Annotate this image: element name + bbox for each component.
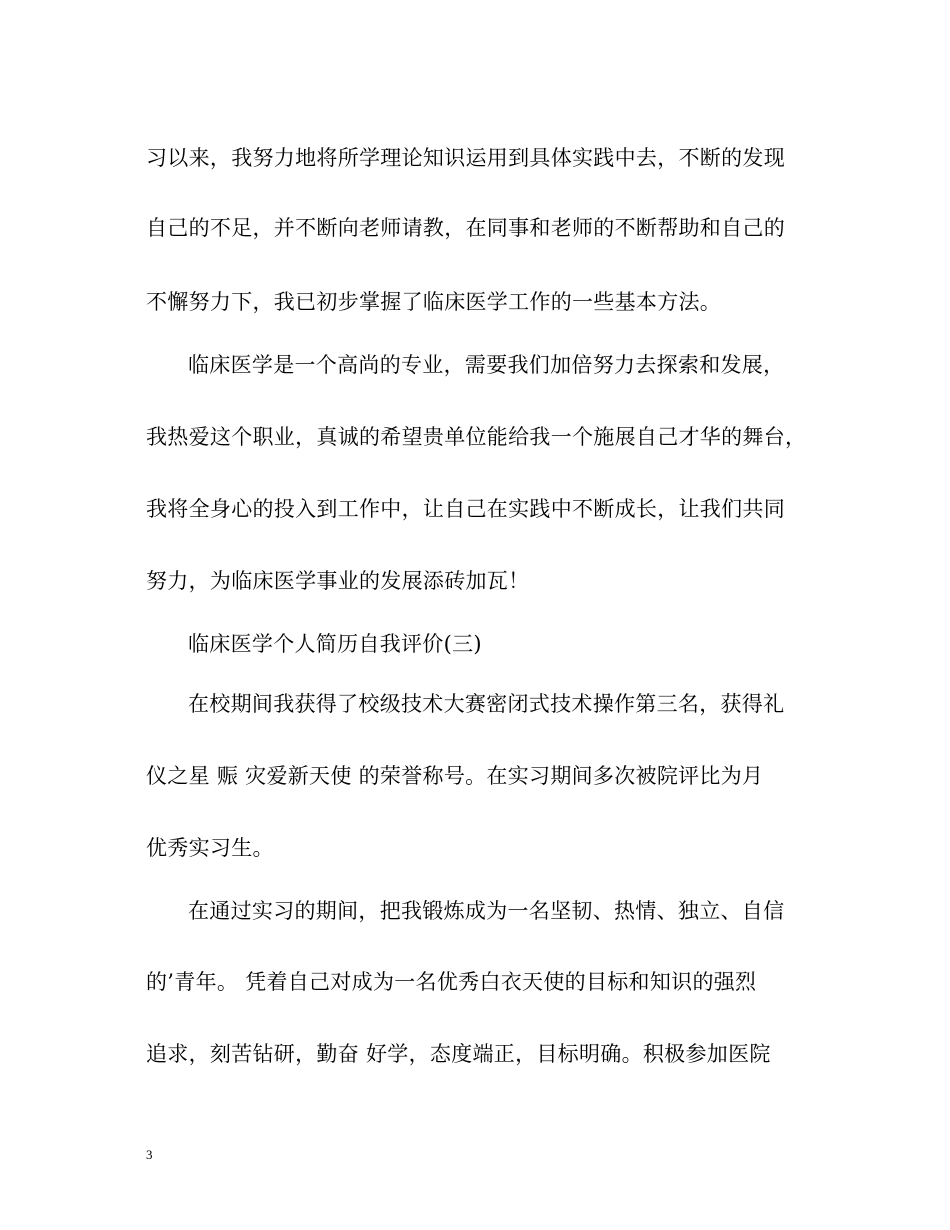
text-line: 不懈努力下，我已初步掌握了临床医学工作的一些基本方法。	[146, 290, 722, 314]
text-line: 在通过实习的期间，把我锻炼成为一名坚韧、热情、独立、自信	[188, 899, 785, 923]
section-heading: 临床医学个人简历自我评价(三)	[188, 632, 482, 656]
text-line: 自己的不足，并不断向老师请教，在同事和老师的不断帮助和自己的	[146, 216, 785, 240]
text-line: 临床医学是一个高尚的专业，需要我们加倍努力去探索和发展，	[188, 353, 785, 377]
page-number: 3	[146, 1147, 153, 1162]
text-line: 仪之星 赈 灾爱新天使 的荣誉称号。在实习期间多次被院评比为月	[146, 764, 764, 788]
text-line: 习以来，我努力地将所学理论知识运用到具体实践中去，不断的发现	[146, 146, 785, 170]
text-line: 优秀实习生。	[146, 836, 274, 860]
text-line: 努力，为临床医学事业的发展添砖加瓦！	[146, 569, 530, 593]
text-line: 我将全身心的投入到工作中，让自己在实践中不断成长，让我们共同	[146, 497, 785, 521]
text-line: 在校期间我获得了校级技术大赛密闭式技术操作第三名，获得礼	[188, 692, 785, 716]
text-line: 我热爱这个职业，真诚的希望贵单位能给我一个施展自己才华的舞台，	[146, 425, 807, 449]
text-line: 追求，刻苦钻研，勤奋 好学，态度端正，目标明确。积极参加医院	[146, 1042, 771, 1066]
text-line: 的’青年。 凭着自己对成为一名优秀白衣天使的目标和知识的强烈	[146, 970, 757, 994]
